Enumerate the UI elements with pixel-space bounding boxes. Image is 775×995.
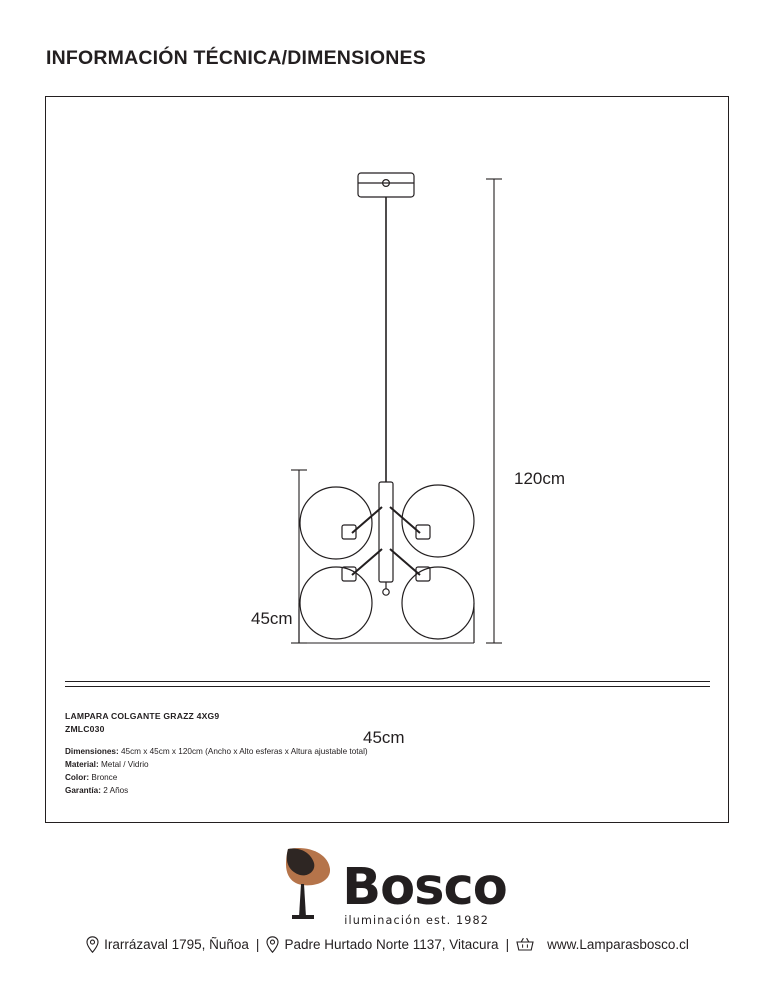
footer-address-2 xyxy=(266,936,498,953)
lamp-logo-icon xyxy=(268,843,340,926)
product-specifications xyxy=(65,710,685,798)
spec-row-material xyxy=(65,758,685,771)
spec-value-color: Bronce xyxy=(91,773,118,783)
product-sku: ZMLC030 xyxy=(65,724,105,735)
dimension-label-sphere-height: 45cm xyxy=(251,609,293,628)
spec-value-material: Metal / Vidrio xyxy=(100,759,149,769)
divider-bottom xyxy=(65,686,710,687)
brand-logo xyxy=(0,842,775,927)
footer-separator-1: | xyxy=(255,937,260,952)
spec-label-material: Material: xyxy=(65,759,99,769)
location-pin-icon-2 xyxy=(266,936,279,953)
spec-row-dimensiones xyxy=(65,745,685,758)
footer-address-1 xyxy=(86,936,249,953)
footer-address-2-text: Padre Hurtado Norte 1137, Vitacura xyxy=(284,937,499,952)
footer-website[interactable] xyxy=(516,937,689,952)
spec-row-garantia xyxy=(65,784,685,797)
spec-label-dimensiones: Dimensiones: xyxy=(65,746,119,756)
dimension-label-width: 45cm xyxy=(363,728,405,747)
spec-value-garantia: 2 Años xyxy=(103,786,129,796)
spec-row-color xyxy=(65,771,685,784)
product-name: LAMPARA COLGANTE GRAZZ 4XG9 xyxy=(65,711,220,721)
content-frame xyxy=(45,96,729,823)
spec-label-garantia: Garantía: xyxy=(65,786,101,796)
location-pin-icon xyxy=(86,936,99,953)
spec-value-dimensiones: 45cm x 45cm x 120cm (Ancho x Alto esferas x Altura ajustable total) xyxy=(120,746,368,756)
footer-address-1-text: Irarrázaval 1795, Ñuñoa xyxy=(104,937,249,952)
footer-contact-bar xyxy=(0,936,775,953)
footer-website-text[interactable]: www.Lamparasbosco.cl xyxy=(547,937,689,952)
footer-separator-2: | xyxy=(505,937,510,952)
page-title: INFORMACIÓN TÉCNICA/DIMENSIONES xyxy=(46,47,426,69)
dimension-label-total-height: 120cm xyxy=(514,469,566,488)
divider-top xyxy=(65,681,710,682)
logo-wordmark: Bosco xyxy=(342,857,507,917)
shopping-basket-icon xyxy=(516,937,534,952)
spec-label-color: Color: xyxy=(65,773,90,783)
logo-tagline: iluminación est. 1982 xyxy=(344,913,490,927)
